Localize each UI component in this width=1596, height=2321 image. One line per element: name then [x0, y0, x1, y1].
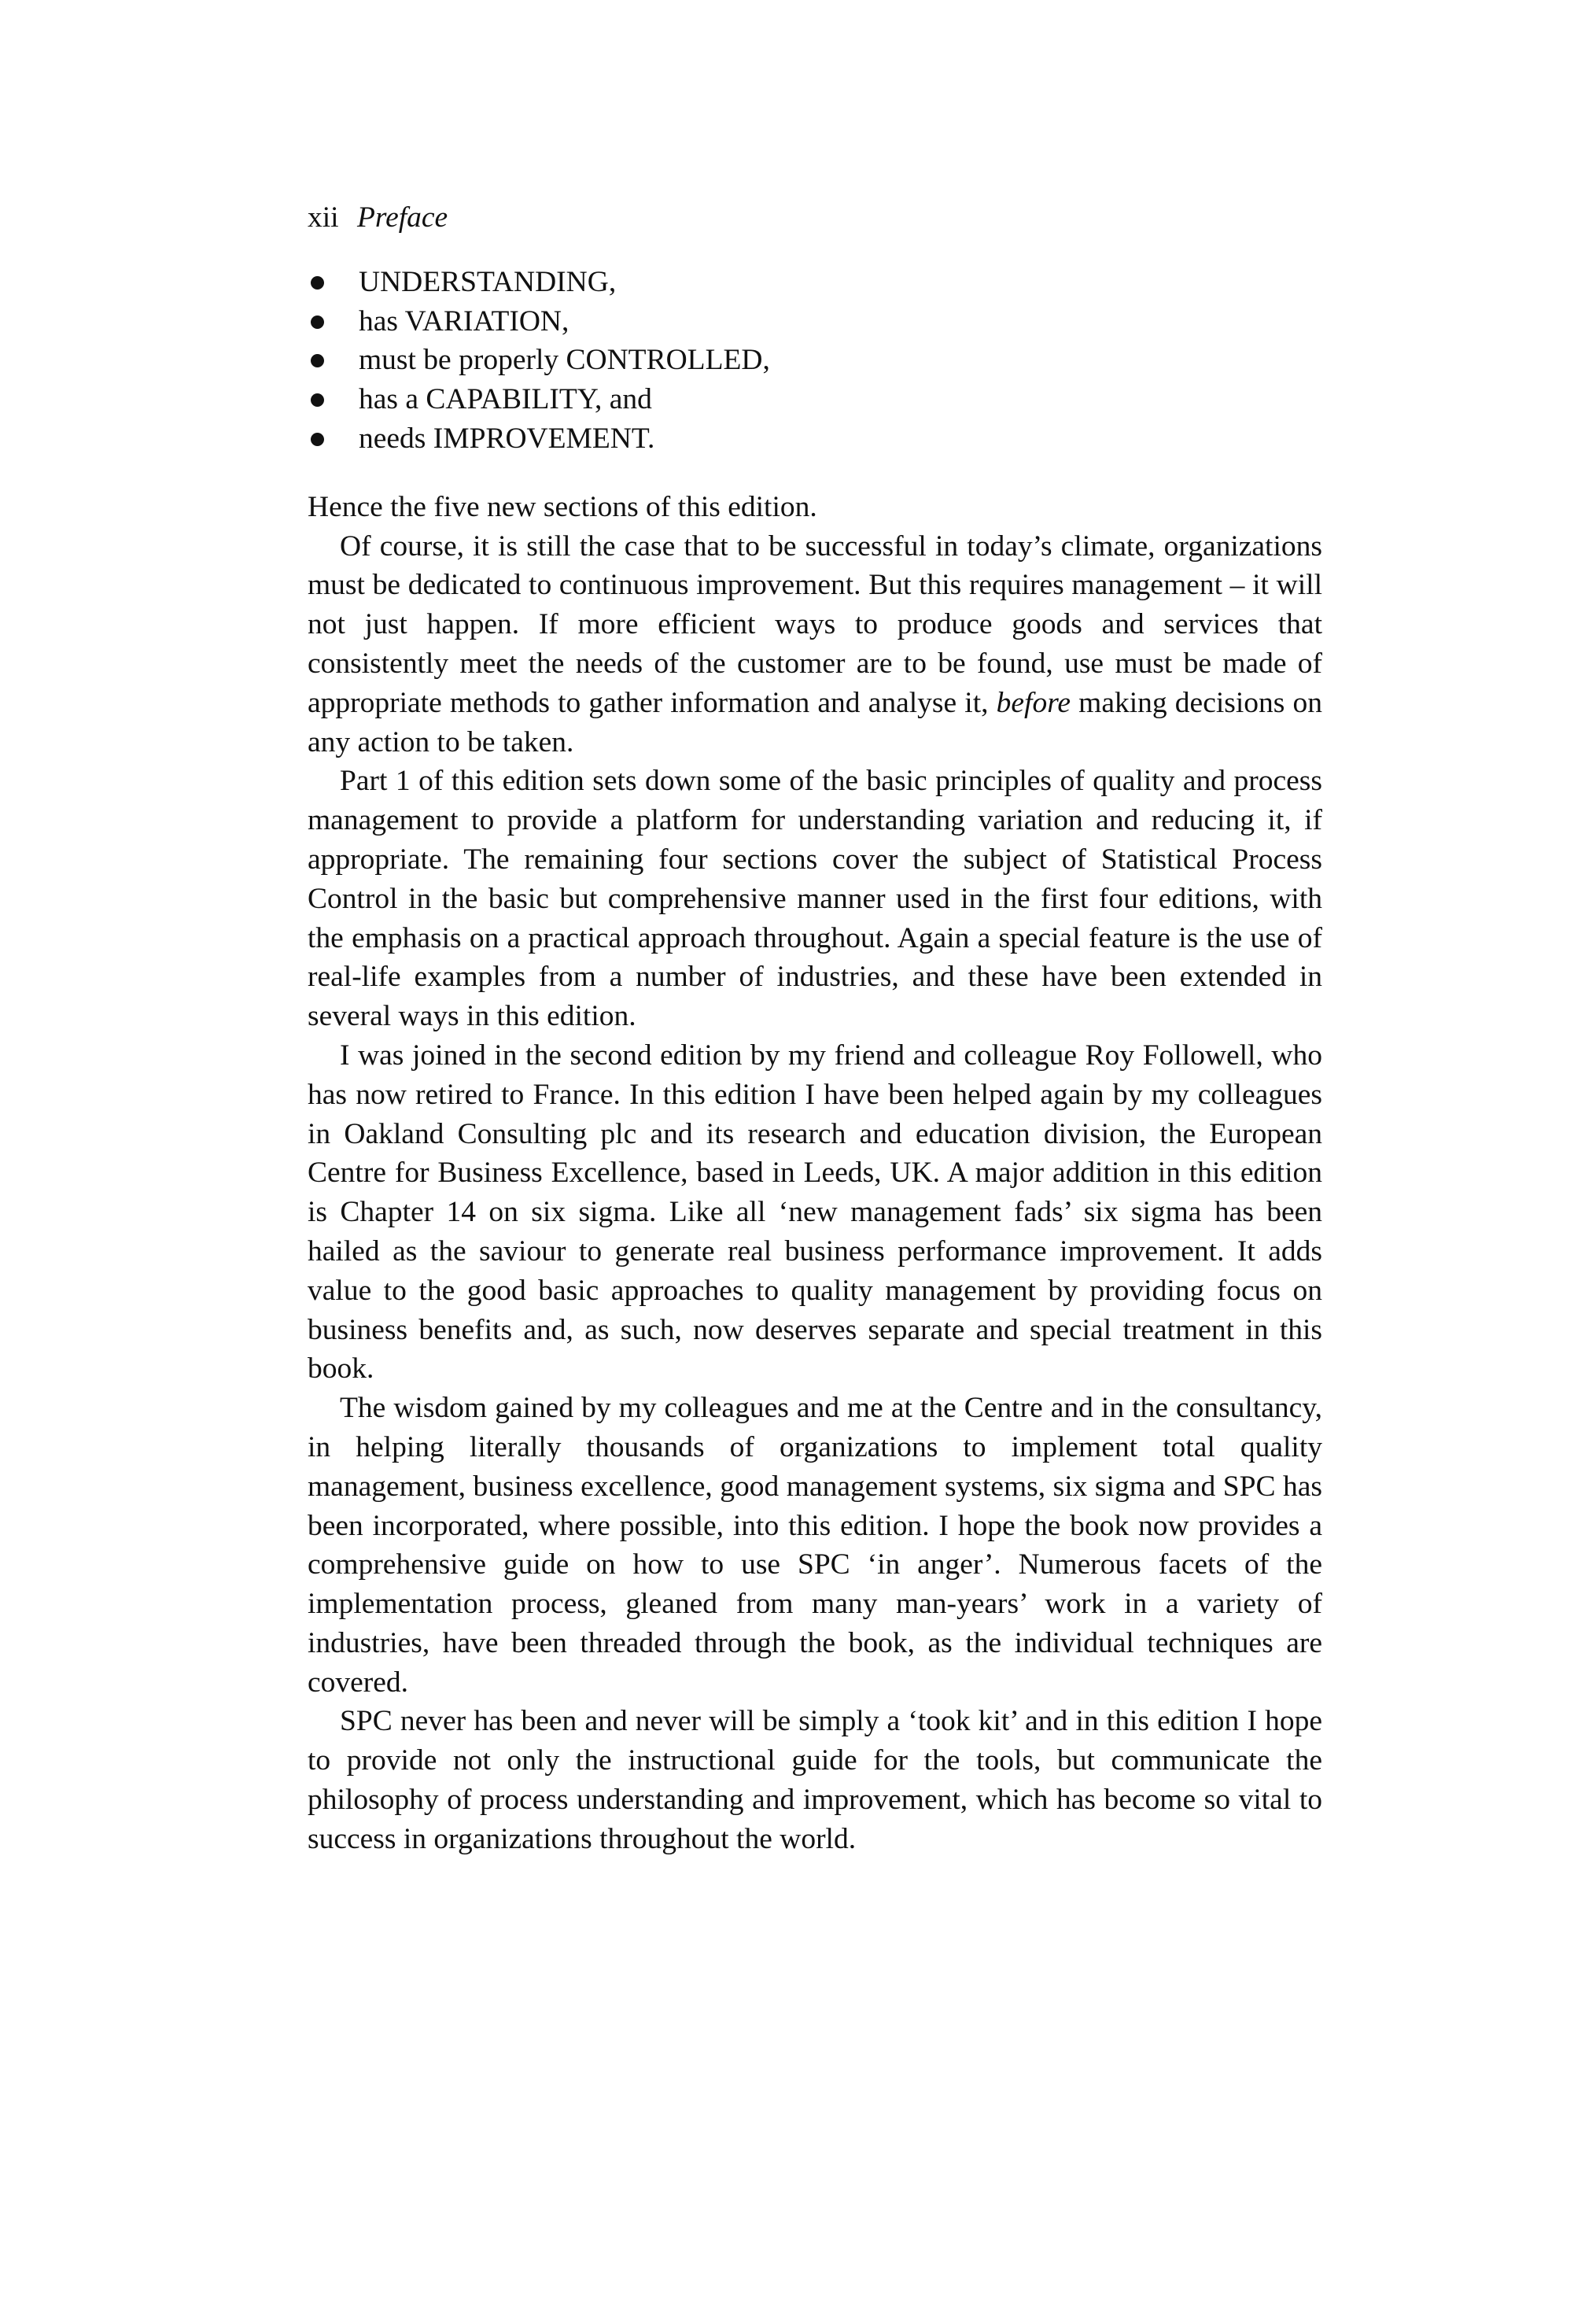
list-item [308, 419, 1322, 459]
page-number: xii [308, 201, 339, 234]
list-item [308, 302, 1322, 341]
paragraph-acknowledgements: I was joined in the second edition by my friend and colleague Roy Followell, who has now retired to France. In this edition I have been helped again by my colleagues in Oakland Consulting plc and its research and education division, the European Centre for Business Excellence, based in Leeds, UK. A major addition in this edition is Chapter 14 on six sigma. Like all ‘new management fads’ six sigma has been hailed as the saviour to generate real business performance improvement. It adds value to the good basic approaches to quality management by providing focus on business benefits and, as such, now deserves separate and special treatment in this book. [308, 1039, 1322, 1386]
running-head [308, 198, 1322, 238]
list-item-text: has a CAPABILITY, and [359, 383, 652, 416]
paragraph-part-one: Part 1 of this edition sets down some of the basic principles of quality and process management to provide a platform for understanding variation and reducing it, if appropriate. The remaining four sections cover the subject of Statistical Process Control in the basic but comprehensive manner used in the first four editions, with the emphasis on a practical approach throughout. Again a special feature is the use of real-life examples from a number of industries, and these have been extended in several ways in this edition. [308, 765, 1322, 1033]
list-item [308, 341, 1322, 380]
list-item-text: must be properly CONTROLLED, [359, 344, 770, 377]
list-item-text: has VARIATION, [359, 304, 569, 338]
bullet-icon [311, 354, 324, 367]
bullet-list [308, 263, 1322, 459]
bullet-icon [311, 276, 324, 290]
running-title: Preface [356, 201, 448, 234]
bullet-icon [311, 393, 324, 407]
bullet-icon [311, 433, 324, 446]
paragraph-text: making decisions on any action to be taken. [308, 686, 1323, 758]
paragraph-continuous-improvement [308, 527, 1322, 762]
list-item [308, 263, 1322, 302]
paragraph-wisdom: The wisdom gained by my colleagues and me at the Centre and in the consultancy, in helping literally thousands of organizations to implement total quality management, business excellence, good management systems, six sigma and SPC has been incorporated, where possible, into this edition. I hope the book now provides a comprehensive guide on how to use SPC ‘in anger’. Numerous facets of the implementation process, gleaned from many man-years’ work in a variety of industries, have been threaded through the book, as the individual techniques are covered. [308, 1392, 1322, 1699]
list-item-text: needs IMPROVEMENT. [359, 422, 655, 455]
book-page [308, 198, 1322, 1859]
paragraph-philosophy: SPC never has been and never will be simply a ‘took kit’ and in this edition I hope to provide not only the instructional guide for the tools, but communicate the philosophy of process understanding and improvement, which has become so vital to success in organizations throughout the world. [308, 1705, 1322, 1855]
paragraph-intro: Hence the five new sections of this edition. [308, 490, 817, 523]
list-item [308, 380, 1322, 419]
list-item-text: UNDERSTANDING, [359, 265, 617, 298]
emphasis-text: before [996, 686, 1071, 719]
paragraph-text: Of course, it is still the case that to be successful in today’s climate, organizations must be dedicated to continuous improvement. But this requires management – it will not just happen. If more efficient ways to produce goods and services that consistently meet the needs of the customer are to be found, use must be made of appropriate methods to gather information and analyse it, [308, 530, 1322, 719]
bullet-icon [311, 315, 324, 329]
